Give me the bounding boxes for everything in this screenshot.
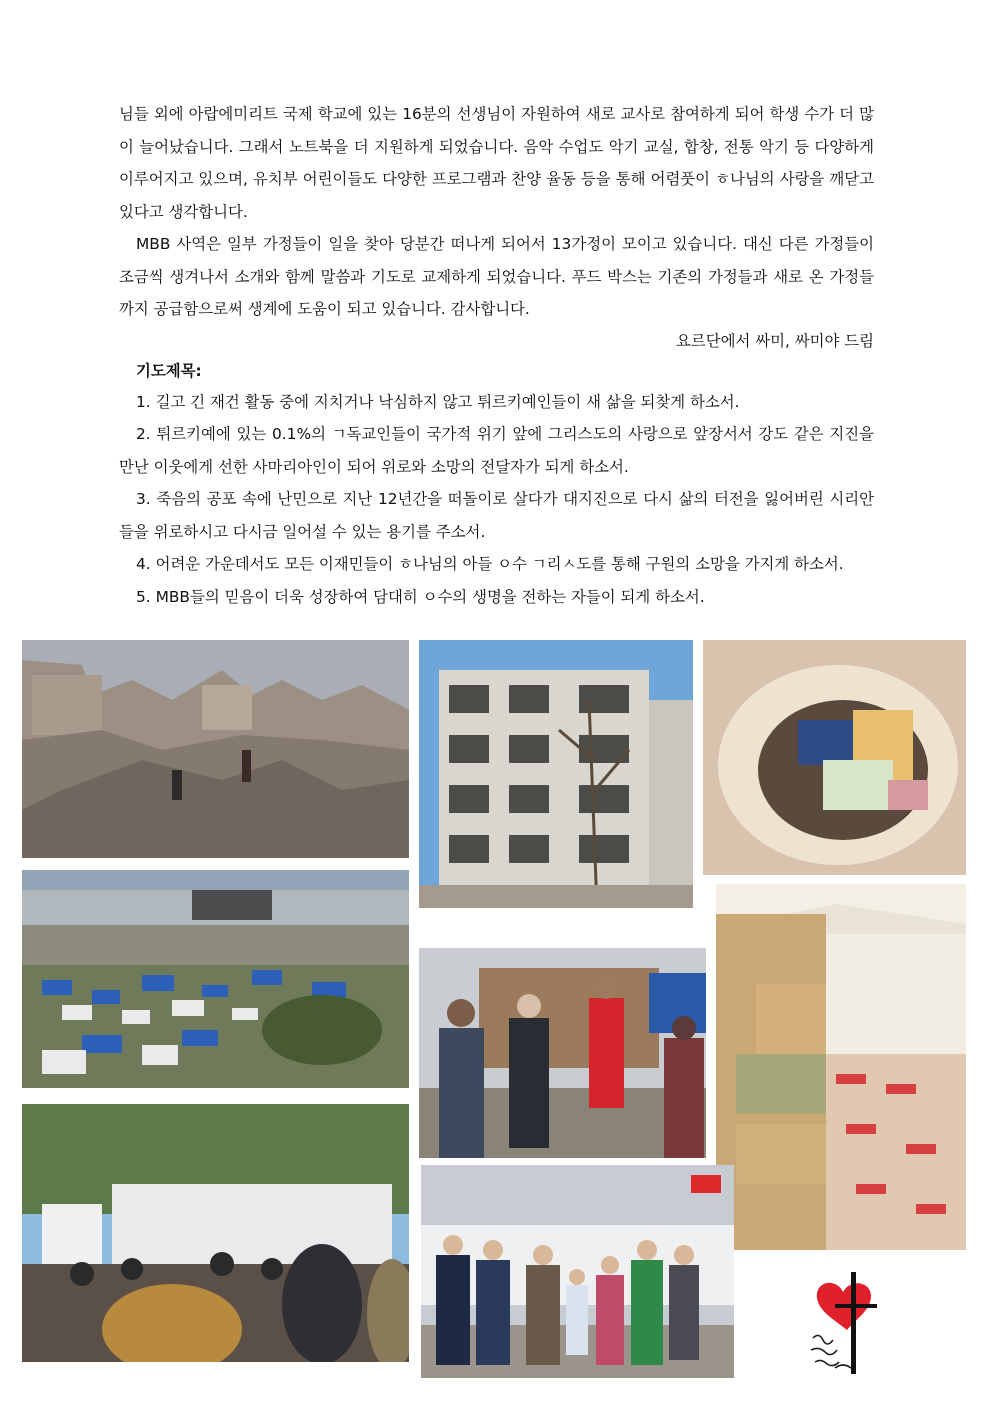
photo-crowd-tents [22, 1104, 409, 1362]
paragraph-school: 님들 외에 아랍에미리트 국제 학교에 있는 16분의 선생님이 자원하여 새로 교사로 참여하게 되어 학생 수가 더 많이 늘어났습니다. 그래서 노트북을 더 지원하게 되었습니다. 음악 수업도 악기 교실, 합창, 전통 악기 등 다양하게 이루어지고 있으며, 유치부 어린이들도 다양한 프로그램과 찬양 율동 등을 통해 어렴풋이 ㅎ나님의 사랑을 깨닫고 있다고 생각합니다. [119, 105, 874, 221]
photo-supply-boxes [716, 884, 966, 1250]
prayer-item-4: 4. 어려운 가운데서도 모든 이재민들이 ㅎ나님의 아들 ㅇ수 ㄱ리ㅅ도를 통해 구원의 소망을 가지게 하소서. [136, 555, 844, 573]
prayer-title: 기도제목: [136, 361, 202, 380]
photo-rubble [22, 640, 409, 858]
photo-tent-camp [22, 870, 409, 1088]
prayer-item-3: 3. 죽음의 공포 속에 난민으로 지난 12년간을 떠돌이로 살다가 대지진으로 다시 삶의 터전을 잃어버린 시리안들을 위로하시고 다시금 일어설 수 있는 용기를 주소서. [119, 490, 874, 541]
prayer-item-1: 1. 길고 긴 재건 활동 중에 지치거나 낙심하지 않고 튀르키예인들이 새 삶을 되찾게 하소서. [136, 392, 740, 411]
photo-food-bag [703, 640, 966, 875]
photo-shelter-visit [419, 948, 706, 1158]
letter-body [119, 98, 874, 613]
photo-damaged-building [419, 640, 693, 908]
prayer-item-2: 2. 튀르키예에 있는 0.1%의 ㄱ독교인들이 국가적 위기 앞에 그리스도의 사랑으로 앞장서서 강도 같은 지진을 만난 이웃에게 선한 사마리아인이 되어 위로와 소망의 전달자가 되게 하소서. [119, 425, 874, 476]
cross-icon [851, 1272, 856, 1374]
signature: 요르단에서 싸미, 싸미야 드림 [676, 331, 874, 350]
paragraph-mbb: MBB 사역은 일부 가정들이 일을 찾아 당분간 떠나게 되어서 13가정이 모이고 있습니다. 대신 다른 가정들이 조금씩 생겨나서 소개와 함께 말씀과 기도로 교제하게 되었습니다. 푸드 박스는 기존의 가정들과 새로 온 가정들까지 공급함으로써 생계에 도움이 되고 있습니다. 감사합니다. [119, 235, 874, 318]
prayer-item-5: 5. MBB들의 믿음이 더욱 성장하여 담대히 ㅇ수의 생명을 전하는 자들이 되게 하소서. [136, 587, 705, 606]
heart-cross-logo [805, 1268, 885, 1378]
photo-group [421, 1165, 734, 1378]
